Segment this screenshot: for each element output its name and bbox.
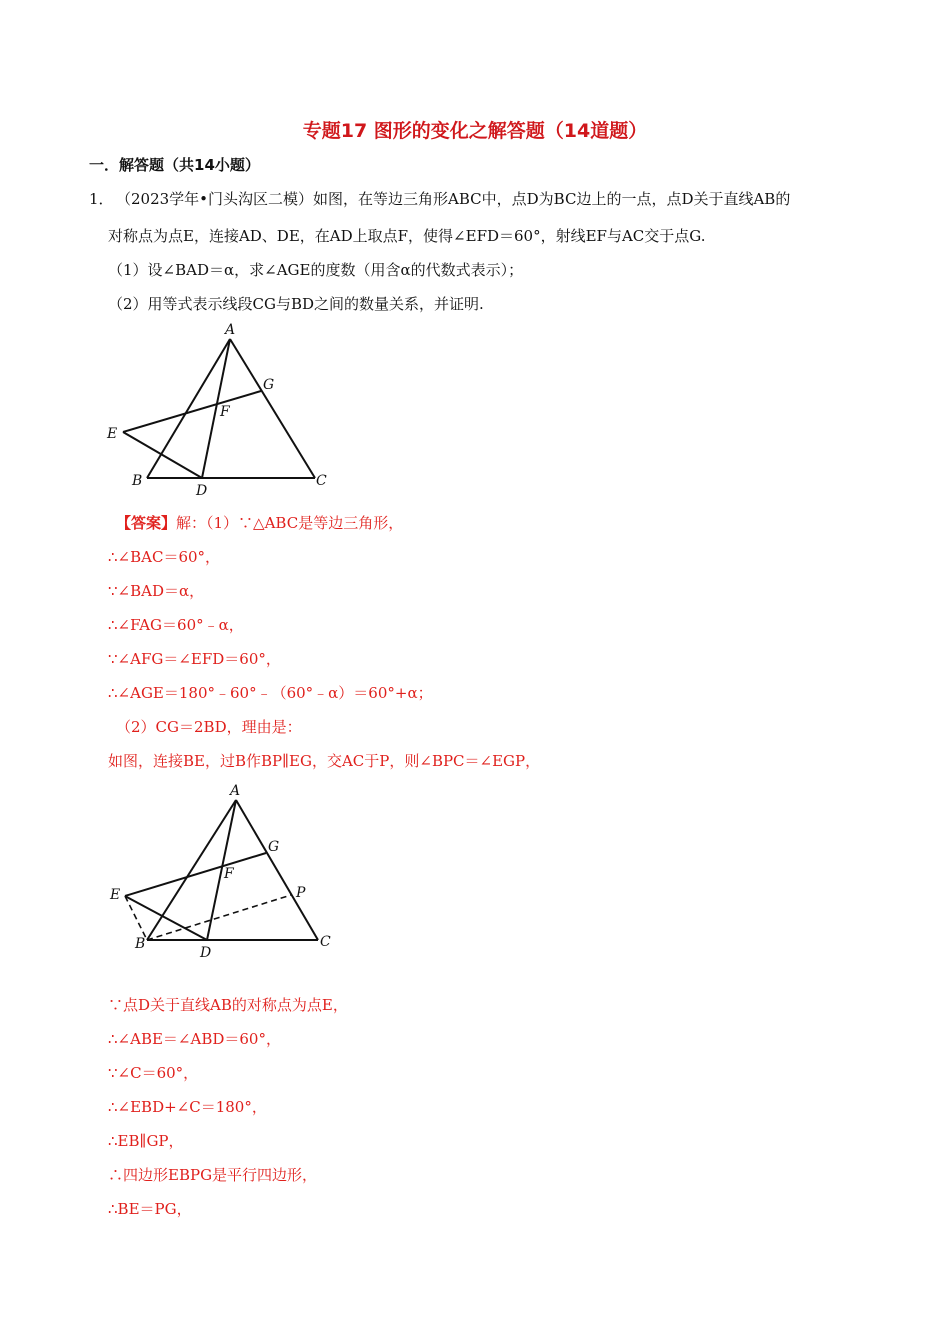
segment-ed <box>123 432 202 478</box>
answer-line: ∴EB∥GP， <box>108 1132 184 1150</box>
page-title: 专题17 图形的变化之解答题（14道题） <box>302 120 648 142</box>
segment-ac <box>230 339 315 478</box>
segment-ab <box>147 800 236 940</box>
segment-ac <box>236 800 318 940</box>
answer-line: ∵∠BAD＝α， <box>108 582 205 600</box>
segment-ab <box>147 339 230 478</box>
section-heading: 一．解答题（共14小题） <box>89 156 260 174</box>
answer-line: 如图，连接BE，过B作BP∥EG，交AC于P，则∠BPC＝∠EGP， <box>108 752 541 770</box>
answer-tag: 【答案】 <box>116 514 177 532</box>
answer-text: 解：（1）∵△ABC是等边三角形， <box>176 514 404 532</box>
problem-line: （2）用等式表示线段CG与BD之间的数量关系，并证明. <box>108 295 484 313</box>
answer-line: ∵点D关于直线AB的对称点为点E， <box>108 996 348 1014</box>
answer-line: ∴四边形EBPG是平行四边形， <box>108 1166 318 1184</box>
geometry-figure-2 <box>100 778 340 958</box>
label-a: A <box>225 322 236 338</box>
label-e: E <box>107 426 118 442</box>
label-f: F <box>224 866 234 882</box>
label-a: A <box>230 783 241 799</box>
answer-line: ∴∠FAG＝60°﹣α， <box>108 616 244 634</box>
label-b: B <box>132 473 143 489</box>
segment-eg <box>123 391 261 432</box>
label-e: E <box>110 887 121 903</box>
answer-line: ∵∠C＝60°， <box>108 1064 199 1082</box>
answer-line <box>116 512 403 533</box>
answer-line: ∴∠EBD+∠C＝180°， <box>108 1098 267 1116</box>
segment-bp-dashed <box>147 895 291 940</box>
label-g: G <box>268 839 280 855</box>
label-d: D <box>196 483 208 495</box>
label-f: F <box>220 404 230 420</box>
label-c: C <box>316 473 327 489</box>
label-c: C <box>320 934 331 950</box>
geometry-figure-1 <box>100 320 340 495</box>
answer-line: ∴∠AGE＝180°﹣60°﹣（60°﹣α）＝60°+α； <box>108 684 433 702</box>
label-b: B <box>135 936 146 952</box>
label-d: D <box>200 945 212 958</box>
problem-line: 对称点为点E，连接AD、DE，在AD上取点F，使得∠EFD＝60°，射线EF与AC交于点G. <box>108 227 706 245</box>
answer-line: （2）CG＝2BD，理由是： <box>116 718 302 736</box>
answer-line: ∵∠AFG＝∠EFD＝60°， <box>108 650 281 668</box>
answer-line: ∴∠ABE＝∠ABD＝60°， <box>108 1030 281 1048</box>
label-p: P <box>296 885 306 901</box>
problem-line: （1）设∠BAD＝α，求∠AGE的度数（用含α的代数式表示）； <box>108 261 524 279</box>
problem-number: 1． <box>89 190 114 208</box>
label-g: G <box>263 377 275 393</box>
answer-line: ∴∠BAC＝60°， <box>108 548 221 566</box>
answer-line: ∴BE＝PG， <box>108 1200 192 1218</box>
problem-line: （2023学年•门头沟区二模）如图，在等边三角形ABC中，点D为BC边上的一点，点D关于直线AB的 <box>116 190 791 208</box>
segment-eg <box>125 853 266 896</box>
